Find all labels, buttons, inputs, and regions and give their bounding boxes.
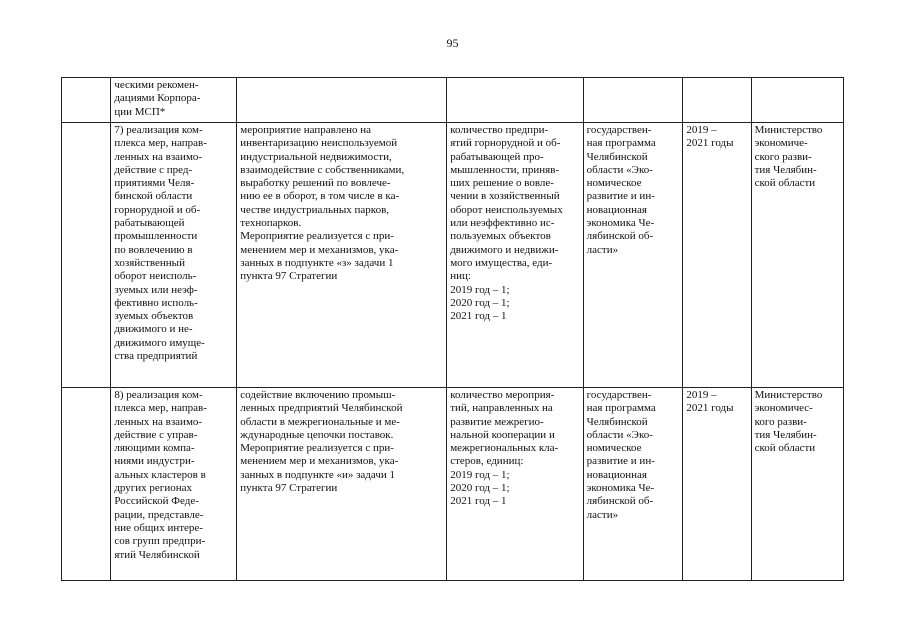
cell-line: рации, представле-	[114, 508, 204, 521]
table-row	[62, 78, 844, 123]
cell-line: инвентаризацию неиспользуемой	[240, 137, 398, 150]
cell-line: движимого имуще-	[114, 336, 205, 349]
cell-line: 2021 год – 1	[450, 310, 507, 323]
cell-line: ная программа	[586, 137, 656, 150]
responsible-cell	[751, 123, 843, 388]
cell-line: Мероприятие реализуется с при-	[240, 230, 394, 243]
period-cell	[683, 78, 751, 123]
cell-line: Челябинской	[586, 150, 648, 163]
cell-line: ниями индустри-	[114, 455, 195, 468]
cell-line: ласти»	[586, 243, 619, 256]
cell-line: менением мер и механизмов, ука-	[240, 243, 399, 256]
cell-line: ших решение о вовле-	[450, 177, 554, 190]
cell-line: ляющими компа-	[114, 442, 195, 455]
indicator-cell	[447, 388, 583, 581]
cell-line: мого имущества, еди-	[450, 256, 553, 269]
cell-line: 2019 год – 1;	[450, 468, 510, 481]
cell-line: действие с управ-	[114, 428, 198, 441]
number-cell	[62, 78, 111, 123]
table-row	[62, 123, 844, 388]
cell-line: Министерство	[754, 124, 823, 136]
cell-line: количество мероприя-	[450, 389, 555, 401]
cell-line: занных в подпункте «и» задачи 1	[240, 468, 396, 481]
cell-line: количество предпри-	[450, 124, 549, 136]
measure-cell	[111, 78, 237, 123]
period-cell	[683, 123, 751, 388]
cell-line: оборот неиспользуемых	[450, 203, 563, 216]
cell-line: содействие включению промыш-	[240, 389, 396, 401]
cell-line: области «Эко-	[586, 163, 653, 176]
cell-line: экономика Че-	[586, 217, 655, 230]
cell-line: ятий Челябинской	[114, 548, 200, 561]
cell-line: номическое	[586, 442, 642, 455]
cell-line: новационная	[586, 203, 647, 216]
cell-line: области «Эко-	[586, 428, 653, 441]
program-cell	[583, 78, 683, 123]
page-number: 95	[446, 36, 459, 50]
cell-line: взаимодействие с собственниками,	[240, 163, 405, 176]
number-cell	[62, 388, 111, 581]
cell-line: ции МСП*	[114, 105, 166, 118]
cell-line: кого разви-	[754, 415, 807, 428]
cell-line: чении в хозяйственный	[450, 190, 560, 203]
cell-line: приятиями Челя-	[114, 177, 195, 190]
cell-line: дациями Корпора-	[114, 92, 201, 105]
cell-line: развитие межрегио-	[450, 415, 544, 428]
measure-cell	[111, 388, 237, 581]
indicator-cell	[447, 78, 583, 123]
cell-line: оборот неисполь-	[114, 270, 197, 283]
cell-line: ленных на взаимо-	[114, 415, 203, 428]
cell-line: пункта 97 Стратегии	[240, 482, 338, 495]
cell-line: ласти»	[586, 508, 619, 521]
cell-line: альных кластеров в	[114, 468, 206, 481]
description-cell	[237, 388, 447, 581]
period-cell	[683, 388, 751, 581]
cell-line: тий, направленных на	[450, 402, 553, 415]
cell-line: экономика Че-	[586, 482, 655, 495]
cell-line: ятий горнорудной и об-	[450, 137, 561, 150]
cell-line: тия Челябин-	[754, 428, 817, 441]
cell-line: нию ее в оборот, в том числе в ка-	[240, 190, 400, 203]
cell-line: экономичес-	[754, 402, 813, 415]
cell-line: лябинской об-	[586, 495, 654, 508]
number-cell	[62, 123, 111, 388]
cell-line: номическое	[586, 177, 642, 190]
cell-line: других регионах	[114, 482, 192, 495]
cell-line: ленных предприятий Челябинской	[240, 402, 403, 415]
cell-line: 7) реализация ком-	[114, 124, 203, 136]
cell-line: выработку решений по вовлече-	[240, 177, 391, 190]
cell-line: мероприятие направлено на	[240, 124, 372, 136]
program-cell	[583, 123, 683, 388]
cell-line: ства предприятий	[114, 350, 198, 363]
cell-line: менением мер и механизмов, ука-	[240, 455, 399, 468]
cell-line: рабатывающей про-	[450, 150, 544, 163]
cell-line: стеров, единиц:	[450, 455, 524, 468]
indicator-cell	[447, 123, 583, 388]
cell-line: промышленности	[114, 230, 198, 243]
cell-line: мышленности, приняв-	[450, 163, 560, 176]
description-cell	[237, 123, 447, 388]
cell-line: ленных на взаимо-	[114, 150, 203, 163]
cell-line: области в межрегиональные и ме-	[240, 415, 400, 428]
cell-line: действие с пред-	[114, 163, 193, 176]
cell-line: ниц:	[450, 270, 471, 283]
cell-line: новационная	[586, 468, 647, 481]
cell-line: движимого и не-	[114, 323, 193, 336]
cell-line: Министерство	[754, 389, 823, 401]
cell-line: 8) реализация ком-	[114, 389, 203, 401]
cell-line: хозяйственный	[114, 256, 185, 269]
responsible-cell	[751, 78, 843, 123]
cell-line: ской области	[754, 442, 816, 455]
cell-line: 2020 год – 1;	[450, 296, 510, 309]
cell-line: экономиче-	[754, 137, 808, 150]
cell-line: 2021 годы	[686, 137, 734, 150]
cell-line: 2020 год – 1;	[450, 482, 510, 495]
cell-line: пользуемых объектов	[450, 230, 551, 243]
cell-line: Мероприятие реализуется с при-	[240, 442, 394, 455]
cell-line: государствен-	[586, 389, 652, 401]
cell-line: ждународные цепочки поставок.	[240, 428, 394, 441]
cell-line: по вовлечению в	[114, 243, 193, 256]
cell-line: плекса мер, направ-	[114, 402, 207, 415]
cell-line: индустриальной недвижимости,	[240, 150, 392, 163]
cell-line: сов групп предпри-	[114, 535, 206, 548]
measure-cell	[111, 123, 237, 388]
cell-line: Российской Феде-	[114, 495, 199, 508]
cell-line: зуемых объектов	[114, 310, 194, 323]
cell-line: тия Челябин-	[754, 163, 817, 176]
cell-line: или неэффективно ис-	[450, 217, 555, 230]
cell-line: лябинской об-	[586, 230, 654, 243]
cell-line: развитие и ин-	[586, 455, 655, 468]
cell-line: 2019 –	[686, 389, 717, 401]
measures-table	[61, 77, 844, 581]
description-cell	[237, 78, 447, 123]
cell-line: движимого и недвижи-	[450, 243, 559, 256]
cell-line: ского разви-	[754, 150, 812, 163]
cell-line: честве индустриальных парков,	[240, 203, 390, 216]
cell-line: горнорудной и об-	[114, 203, 201, 216]
cell-line: ние общих интере-	[114, 521, 203, 534]
cell-line: пункта 97 Стратегии	[240, 270, 338, 283]
cell-line: зуемых или неэф-	[114, 283, 198, 296]
program-cell	[583, 388, 683, 581]
cell-line: развитие и ин-	[586, 190, 655, 203]
cell-line: ная программа	[586, 402, 656, 415]
cell-line: нальной кооперации и	[450, 428, 555, 441]
cell-line: межрегиональных кла-	[450, 442, 559, 455]
cell-line: государствен-	[586, 124, 652, 136]
cell-line: ской области	[754, 177, 816, 190]
cell-line: 2021 годы	[686, 402, 734, 415]
cell-line: Челябинской	[586, 415, 648, 428]
responsible-cell	[751, 388, 843, 581]
cell-line: фективно исполь-	[114, 296, 198, 309]
cell-line: плекса мер, направ-	[114, 137, 207, 150]
cell-line: занных в подпункте «з» задачи 1	[240, 256, 394, 269]
cell-line: бинской области	[114, 190, 193, 203]
cell-line: технопарков.	[240, 217, 302, 230]
table-row	[62, 388, 844, 581]
cell-line: 2021 год – 1	[450, 495, 507, 508]
cell-line: рабатывающей	[114, 217, 185, 230]
cell-line: ческими рекомен-	[114, 79, 199, 91]
cell-line: 2019 –	[686, 124, 717, 136]
cell-line: 2019 год – 1;	[450, 283, 510, 296]
